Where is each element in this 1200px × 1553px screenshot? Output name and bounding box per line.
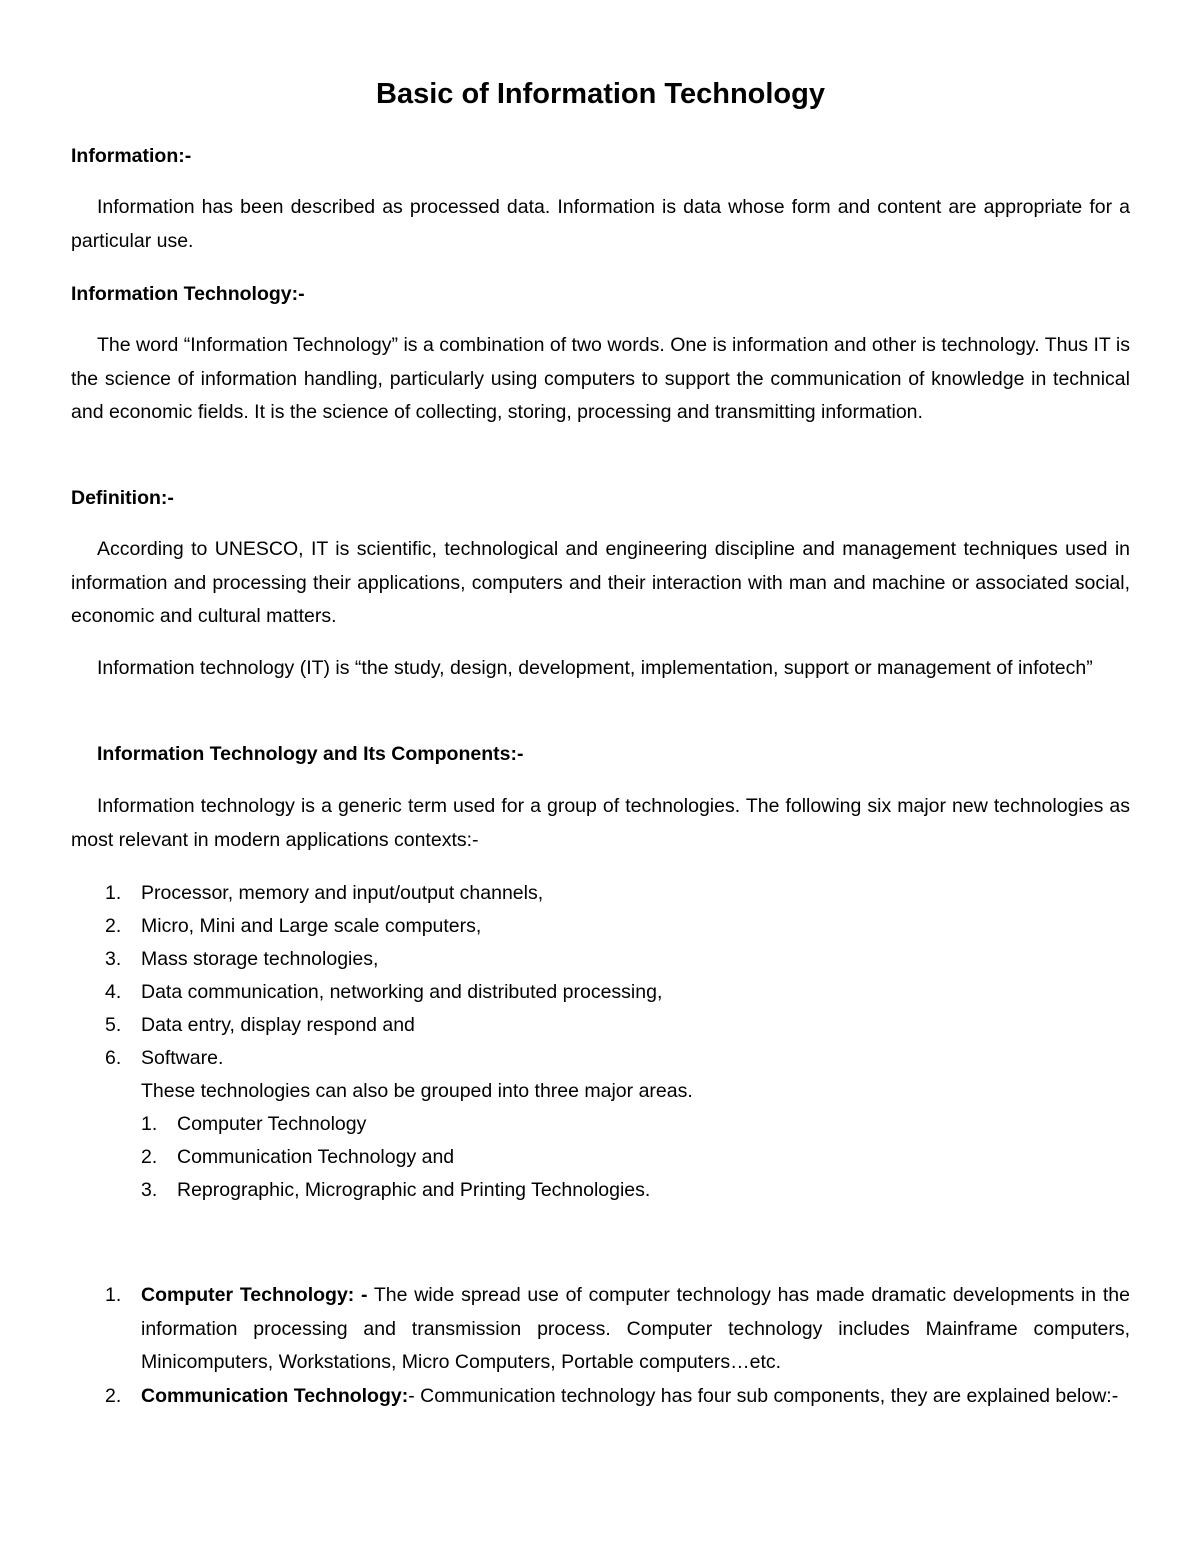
detail-lead-communication-technology: Communication Technology: <box>141 1384 409 1407</box>
area-details-list <box>71 1279 1130 1413</box>
list-item: 6. Software. <box>105 1047 224 1069</box>
heading-definition: Definition:- <box>71 487 174 509</box>
list-item: 2. Communication Technology:- Communication technology has four sub components, they are explained below:- <box>105 1384 1119 1407</box>
detail-lead-computer-technology: Computer Technology: - <box>141 1284 368 1306</box>
paragraph-definition-unesco: According to UNESCO, IT is scientific, technological and engineering discipline and management techniques used in information and processing their applications, computers and their interaction with man and machine or associated social, economic and cultural matters. <box>71 538 1130 627</box>
list-item: 1. Processor, memory and input/output channels, <box>105 882 544 904</box>
list-item: 1. Computer Technology: - The wide spread use of computer technology has made dramatic developments in the information processing and transmission process. Computer technology includes Mainframe computers, Minicomputers, Workstations, Micro Computers, Portable computers…etc. <box>105 1284 1130 1373</box>
heading-components: Information Technology and Its Components:- <box>97 743 524 765</box>
paragraph-information-technology: The word “Information Technology” is a combination of two words. One is information and other is technology. Thus IT is the science of information handling, particularly using computers to support the communication of knowledge in technical and economic fields. It is the science of collecting, storing, processing and transmitting information. <box>71 334 1130 423</box>
list-item: 3. Reprographic, Micrographic and Printing Technologies. <box>141 1179 651 1201</box>
paragraph-components: Information technology is a generic term used for a group of technologies. The following six major new technologies as most relevant in modern applications contexts:- <box>71 795 1130 851</box>
technologies-list <box>71 877 662 1075</box>
list-item: 3. Mass storage technologies, <box>105 948 379 970</box>
major-areas-list <box>71 1108 650 1207</box>
list-item: 1. Computer Technology <box>141 1113 367 1135</box>
grouped-areas-intro: These technologies can also be grouped into three major areas. <box>141 1080 693 1102</box>
list-item: 5. Data entry, display respond and <box>105 1014 415 1036</box>
list-item: 2. Micro, Mini and Large scale computers, <box>105 915 482 937</box>
document-title: Basic of Information Technology <box>376 78 825 110</box>
heading-information: Information:- <box>71 145 192 167</box>
paragraph-information: Information has been described as processed data. Information is data whose form and content are appropriate for a particular use. <box>71 196 1130 252</box>
paragraph-definition-study: Information technology (IT) is “the study, design, development, implementation, support or management of infotech” <box>97 657 1093 679</box>
list-item: 2. Communication Technology and <box>141 1146 455 1168</box>
heading-information-technology: Information Technology:- <box>71 283 305 305</box>
list-item: 4. Data communication, networking and distributed processing, <box>105 981 663 1003</box>
